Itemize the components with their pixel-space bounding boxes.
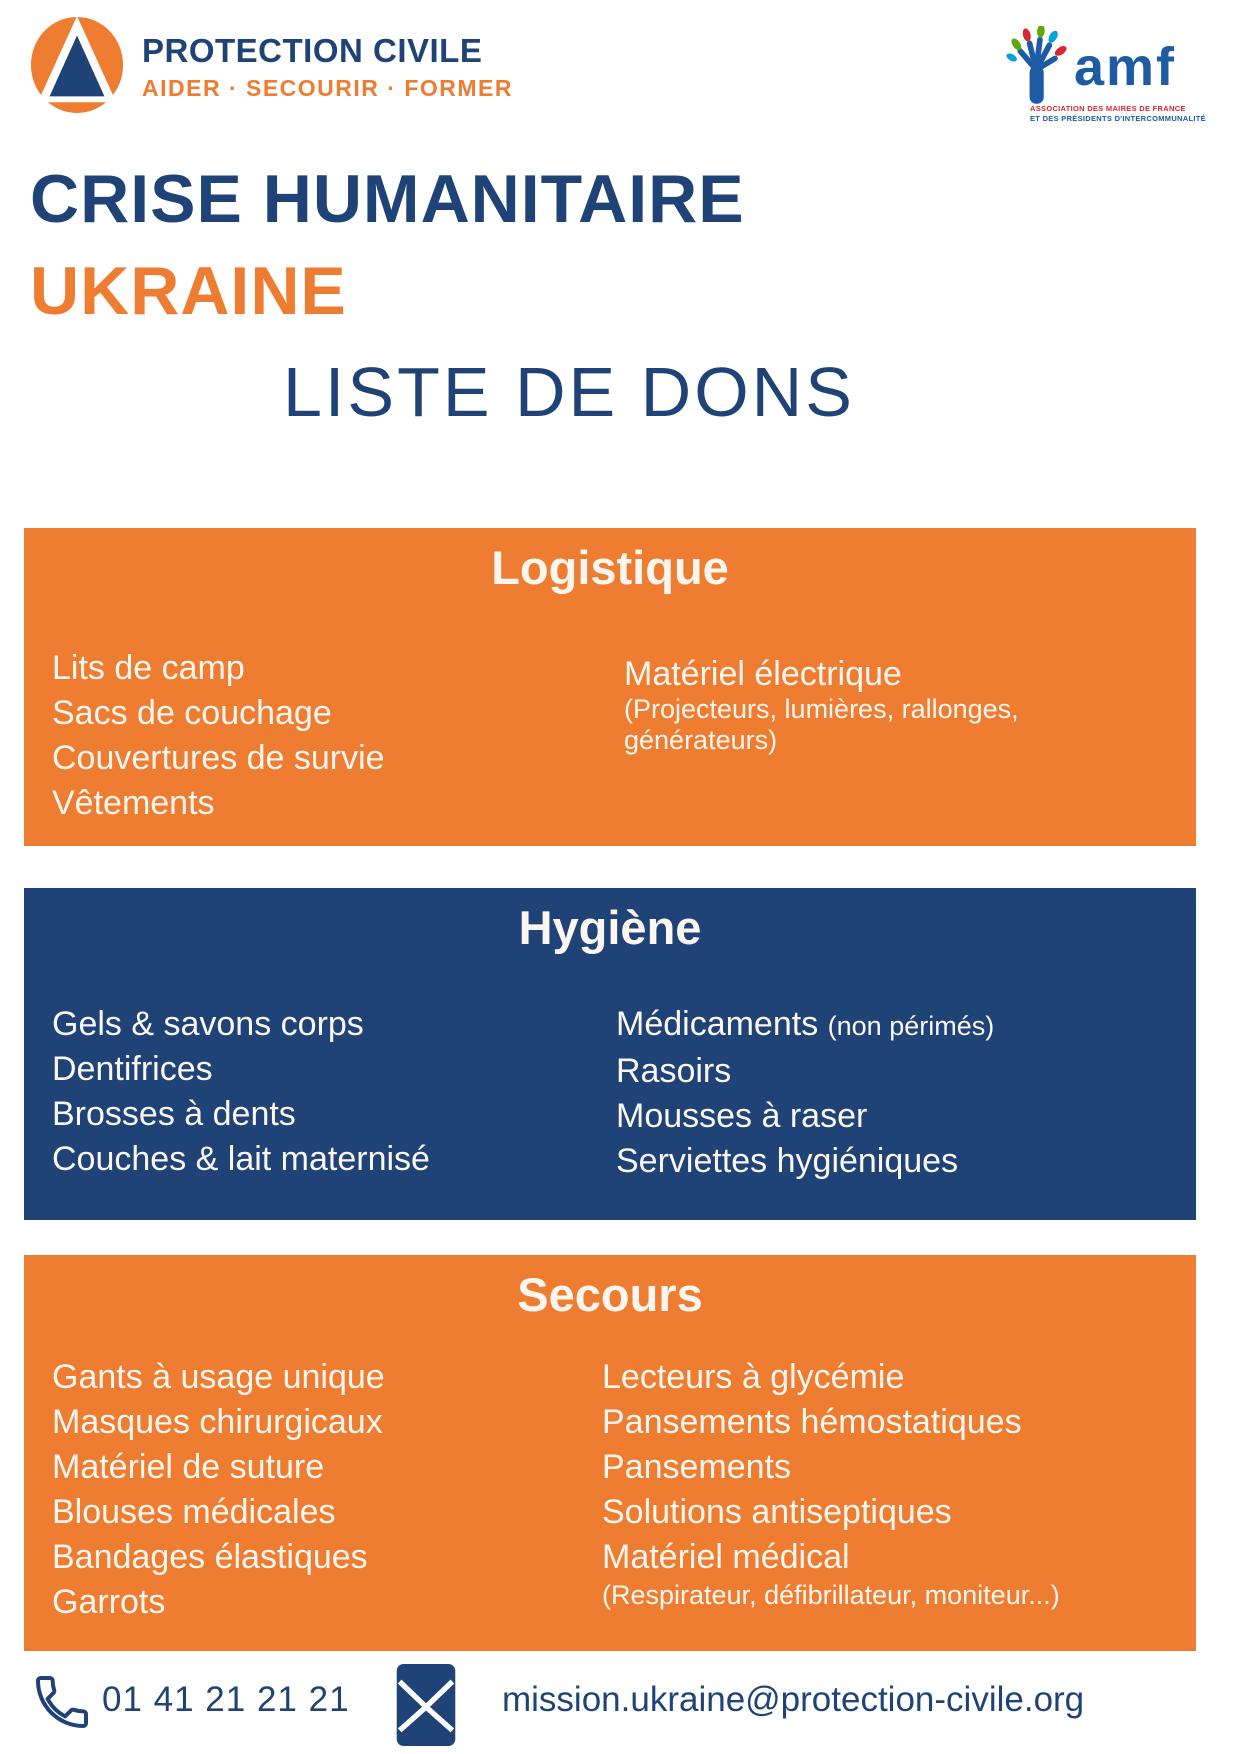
section-hygiene: [24, 888, 1196, 1220]
list-item: Pansements: [602, 1448, 791, 1486]
list-item: Pansements hémostatiques: [602, 1403, 1022, 1441]
list-item: Serviettes hygiéniques: [616, 1142, 959, 1180]
section-logistique: [24, 528, 1196, 846]
list-item-note: (non périmés): [827, 1011, 995, 1041]
list-item: Couches & lait maternisé: [52, 1140, 430, 1178]
protection-civile-logo-icon: [28, 12, 126, 114]
section-title: Logistique: [491, 541, 729, 594]
list-item: Dentifrices: [52, 1050, 213, 1088]
list-item-note: (Respirateur, défibrillateur, moniteur...): [602, 1580, 1060, 1610]
list-item-note: (Projecteurs, lumières, rallonges, générateurs): [624, 694, 1019, 755]
list-item: Bandages élastiques: [52, 1538, 368, 1576]
list-item: Gels & savons corps: [52, 1005, 364, 1043]
list-item: Mousses à raser: [616, 1097, 868, 1135]
list-item: Brosses à dents: [52, 1095, 296, 1133]
list-item: Vêtements: [52, 784, 215, 822]
amf-wordmark: amf: [1074, 37, 1177, 97]
list-item: Sacs de couchage: [52, 694, 332, 732]
brand-block: [142, 32, 513, 102]
amf-subtitle-line1: ASSOCIATION DES MAIRES DE FRANCE: [1030, 104, 1186, 113]
list-item: Matériel électrique: [624, 655, 902, 693]
title-line-liste-de-dons: LISTE DE DONS: [283, 353, 855, 431]
phone-icon: [30, 1668, 94, 1736]
amf-subtitle-line2: ET DES PRÉSIDENTS D'INTERCOMMUNALITÉ: [1030, 114, 1206, 123]
phone-number: 01 41 21 21 21: [102, 1680, 350, 1719]
list-item: Matériel de suture: [52, 1448, 325, 1486]
list-item: Lits de camp: [52, 649, 245, 687]
list-item: Blouses médicales: [52, 1493, 336, 1531]
section-secours: [24, 1255, 1196, 1651]
email-address: mission.ukraine@protection-civile.org: [502, 1680, 1085, 1719]
list-item: Couvertures de survie: [52, 739, 385, 777]
list-item: Matériel médical: [602, 1538, 850, 1576]
section-title: Secours: [517, 1268, 703, 1321]
amf-hand-icon: [1006, 26, 1072, 106]
list-item: Gants à usage unique: [52, 1358, 385, 1396]
title-line-crise-humanitaire: CRISE HUMANITAIRE: [30, 161, 745, 237]
brand-title: PROTECTION CIVILE: [142, 32, 483, 69]
list-item: Solutions antiseptiques: [602, 1493, 952, 1531]
list-item: Garrots: [52, 1583, 166, 1621]
title-line-ukraine: UKRAINE: [30, 253, 347, 329]
list-item: Rasoirs: [616, 1052, 732, 1090]
section-title: Hygiène: [518, 901, 702, 954]
amf-subtitle: [1030, 104, 1226, 124]
envelope-icon: [390, 1664, 462, 1746]
secours-left-column: [52, 1355, 385, 1625]
secours-right-column: [602, 1355, 1182, 1611]
brand-tagline: AIDER · SECOURIR · FORMER: [142, 75, 513, 101]
list-item-text: Médicaments: [616, 1005, 819, 1043]
list-item: Masques chirurgicaux: [52, 1403, 383, 1441]
logistique-left-column: [52, 646, 385, 826]
list-item: Lecteurs à glycémie: [602, 1358, 905, 1396]
hygiene-left-column: [52, 1002, 430, 1182]
list-item: [616, 1002, 1176, 1049]
hygiene-right-column: [616, 1002, 1176, 1184]
logistique-right-column: [624, 654, 1074, 756]
